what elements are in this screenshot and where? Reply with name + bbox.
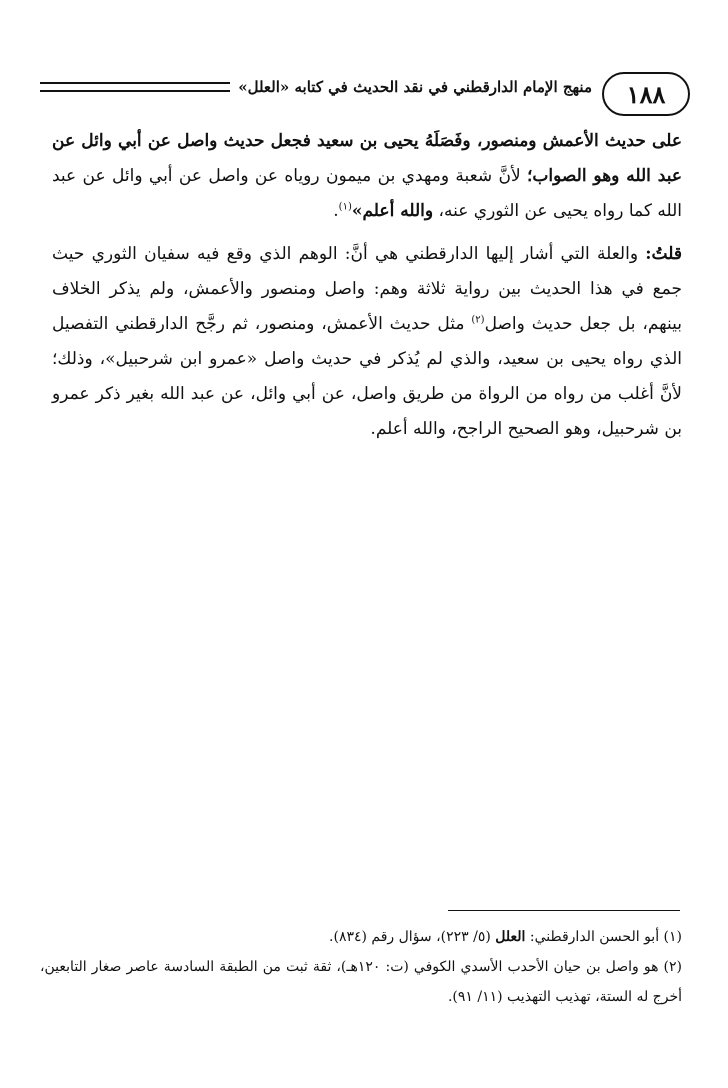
p1-end: . — [333, 201, 339, 221]
running-title — [40, 78, 592, 96]
footnote-2: (٢) هو واصل بن حيان الأحدب الأسدي الكوفي (ت: ١٢٠هـ)، ثقة ثبت من الطبقة السادسة عاصر صغار التابعين، أخرج له الستة، تهذيب التهذيب (١١/ ٩١). — [40, 959, 682, 1005]
header-double-rule — [40, 82, 230, 92]
page-header — [40, 72, 690, 118]
paragraph-1 — [52, 124, 682, 229]
footnote-1 — [40, 922, 682, 952]
p2-sentence-1: والعلة التي أشار إليها الدارقطني هي أنَّ: الوهم الذي وقع فيه سفيان الثوري حيث جمع في هذا الحديث بين رواية ثلاثة وهم: واصل ومنصور والأعمش، ولم يذكر الخلاف بينهم، بل جعل حديث واصل — [52, 244, 682, 334]
main-text — [52, 124, 682, 447]
p2-sentence-2: مثل حديث الأعمش، ومنصور، ثم رجَّح الدارقطني التفصيل الذي رواه يحيى بن سعيد، والذي لم يُذكر في حديث واصل «عمرو ابن شرحبيل»، وذلك؛ لأنَّ أغلب من رواه من الرواة من طريق واصل، عن أبي وائل، عن عبد الله بغير ذكر عمرو بن شرحبيل، وهو الصحيح الراجح، والله أعلم. — [52, 314, 682, 439]
fn1-book-title: العلل — [495, 929, 526, 945]
p1-sentence-1: على حديث الأعمش ومنصور، وفَصَلَهُ يحيى بن سعيد فجعل حديث واصل عن أبي وائل عن عبد الله وهو الصواب؛ — [52, 131, 682, 186]
footnotes — [40, 922, 682, 1012]
p1-sentence-3: والله أعلم» — [351, 201, 434, 221]
fn1-part-c: (٥/ ٢٢٣)، سؤال رقم (٨٣٤). — [329, 929, 496, 945]
page-number: ١٨٨ — [602, 72, 690, 116]
fn1-part-a: (١) أبو الحسن الدارقطني: — [525, 929, 682, 945]
footnote-ref-2[interactable]: (٢) — [471, 314, 485, 326]
footnote-divider — [448, 910, 680, 911]
p2-lead: قلتُ: — [645, 244, 682, 264]
paragraph-2 — [52, 237, 682, 447]
footnote-ref-1[interactable]: (١) — [338, 201, 352, 213]
running-title-text: منهج الإمام الدارقطني في نقد الحديث في كتابه «العلل» — [238, 78, 592, 96]
p1-sentence-2: لأنَّ شعبة ومهدي بن ميمون روياه عن واصل عن أبي وائل عن عبد الله كما رواه يحيى عن الثوري عنه، — [52, 166, 682, 221]
